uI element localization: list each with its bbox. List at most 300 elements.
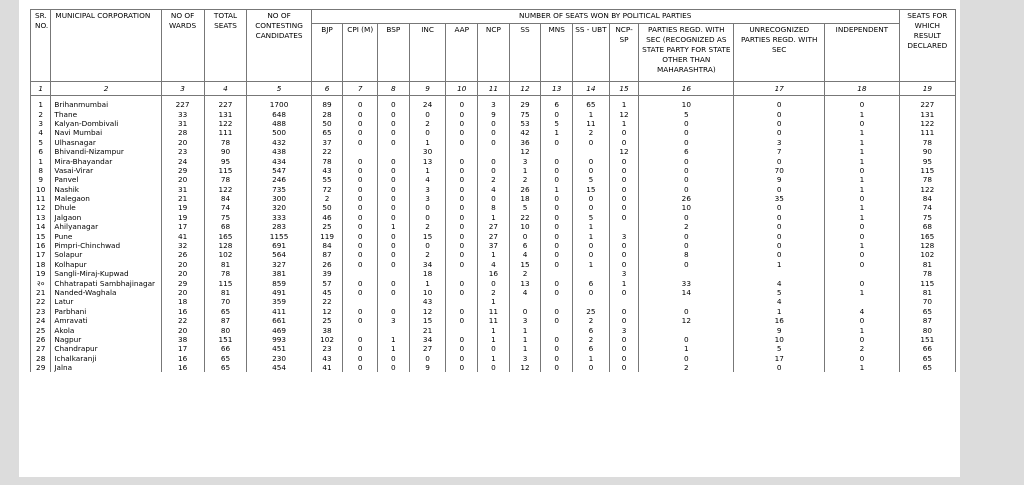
value-cell: 547: [247, 166, 311, 175]
value-cell: 0: [343, 278, 378, 287]
value-cell: 122: [899, 119, 955, 128]
value-cell: 1: [378, 344, 410, 353]
value-cell: 122: [204, 119, 247, 128]
value-cell: 4: [478, 260, 510, 269]
value-cell: 25: [573, 307, 610, 316]
table-row: [31, 297, 956, 306]
value-cell: 0: [541, 231, 573, 240]
header-party-mns: MNS: [541, 23, 573, 82]
value-cell: 18: [161, 297, 204, 306]
value-cell: 34: [409, 335, 446, 344]
value-cell: 6: [573, 344, 610, 353]
value-cell: 4: [734, 278, 825, 287]
value-cell: 1155: [247, 231, 311, 240]
value-cell: 0: [541, 156, 573, 165]
value-cell: 17: [161, 344, 204, 353]
value-cell: 0: [446, 138, 478, 147]
value-cell: 0: [446, 363, 478, 372]
value-cell: 0: [639, 156, 734, 165]
value-cell: 0: [734, 241, 825, 250]
column-index-cell: 5: [247, 82, 311, 96]
corporation-name-cell: Thane: [51, 109, 161, 118]
value-cell: 10: [639, 203, 734, 212]
sr-no-cell: 29: [31, 363, 51, 372]
value-cell: 43: [311, 166, 343, 175]
value-cell: 0: [639, 166, 734, 175]
table-row: [31, 231, 956, 240]
value-cell: 65: [899, 354, 955, 363]
sr-no-cell: 13: [31, 213, 51, 222]
value-cell: 3: [409, 194, 446, 203]
value-cell: [509, 297, 541, 306]
value-cell: 22: [311, 147, 343, 156]
value-cell: 2: [639, 363, 734, 372]
value-cell: [825, 297, 900, 306]
value-cell: 38: [311, 325, 343, 334]
corporation-name-cell: Malegaon: [51, 194, 161, 203]
value-cell: 0: [378, 100, 410, 109]
value-cell: [343, 269, 378, 278]
value-cell: 2: [409, 119, 446, 128]
value-cell: 131: [204, 109, 247, 118]
corporation-name-cell: Latur: [51, 297, 161, 306]
value-cell: 0: [446, 354, 478, 363]
table-row: [31, 222, 956, 231]
value-cell: 1: [478, 297, 510, 306]
header-party-cpi-m: CPI (M): [343, 23, 378, 82]
value-cell: 72: [311, 185, 343, 194]
header-party-bjp: BJP: [311, 23, 343, 82]
value-cell: 0: [573, 203, 610, 212]
value-cell: 1: [825, 138, 900, 147]
value-cell: 0: [734, 185, 825, 194]
value-cell: 4: [509, 250, 541, 259]
value-cell: 19: [161, 213, 204, 222]
column-index-cell: 16: [639, 82, 734, 96]
value-cell: 31: [161, 185, 204, 194]
value-cell: 70: [204, 297, 247, 306]
value-cell: 78: [204, 175, 247, 184]
sr-no-cell: 9: [31, 175, 51, 184]
header-party-independent: INDEPENDENT: [825, 23, 900, 82]
value-cell: 0: [541, 363, 573, 372]
column-index-cell: 17: [734, 82, 825, 96]
value-cell: 0: [378, 241, 410, 250]
value-cell: 111: [899, 128, 955, 137]
header-party-ncp-sp: NCP-SP: [609, 23, 639, 82]
value-cell: 90: [899, 147, 955, 156]
value-cell: 0: [446, 185, 478, 194]
value-cell: 0: [478, 194, 510, 203]
value-cell: [541, 325, 573, 334]
table-row: [31, 166, 956, 175]
value-cell: 1: [378, 222, 410, 231]
value-cell: 122: [899, 185, 955, 194]
value-cell: 735: [247, 185, 311, 194]
header-party-aap: AAP: [446, 23, 478, 82]
value-cell: [541, 269, 573, 278]
header-party-regd-other-state: PARTIES REGD. WITH SEC (RECOGNIZED AS STATE PARTY FOR STATE OTHER THAN MAHARASHTRA): [639, 23, 734, 82]
sr-no-cell: 1: [31, 100, 51, 109]
value-cell: 0: [609, 307, 639, 316]
value-cell: 0: [409, 241, 446, 250]
value-cell: 0: [343, 288, 378, 297]
value-cell: 0: [609, 354, 639, 363]
value-cell: 0: [409, 213, 446, 222]
value-cell: [639, 325, 734, 334]
value-cell: 102: [899, 250, 955, 259]
corporation-name-cell: Chhatrapati Sambhajinagar: [51, 278, 161, 287]
value-cell: 0: [541, 344, 573, 353]
value-cell: [478, 147, 510, 156]
value-cell: [573, 297, 610, 306]
value-cell: 46: [311, 213, 343, 222]
value-cell: 3: [509, 354, 541, 363]
value-cell: 16: [161, 307, 204, 316]
value-cell: 0: [446, 250, 478, 259]
corporation-name-cell: Jalgaon: [51, 213, 161, 222]
value-cell: 13: [509, 278, 541, 287]
value-cell: 1: [478, 335, 510, 344]
table-row: [31, 260, 956, 269]
value-cell: 0: [825, 250, 900, 259]
value-cell: 17: [734, 354, 825, 363]
value-cell: 0: [825, 335, 900, 344]
value-cell: 6: [541, 100, 573, 109]
value-cell: 1: [825, 147, 900, 156]
value-cell: 0: [446, 222, 478, 231]
value-cell: 165: [899, 231, 955, 240]
value-cell: [541, 297, 573, 306]
header-party-inc: INC: [409, 23, 446, 82]
column-index-cell: 18: [825, 82, 900, 96]
value-cell: 119: [311, 231, 343, 240]
column-index-cell: 19: [899, 82, 955, 96]
value-cell: 0: [573, 166, 610, 175]
table-row: [31, 363, 956, 372]
value-cell: 0: [639, 307, 734, 316]
value-cell: 0: [609, 138, 639, 147]
value-cell: 90: [204, 147, 247, 156]
value-cell: 11: [478, 307, 510, 316]
value-cell: 0: [734, 222, 825, 231]
value-cell: 0: [378, 363, 410, 372]
value-cell: 0: [478, 128, 510, 137]
value-cell: 1: [509, 335, 541, 344]
header-sr-no: SR. NO.: [31, 10, 51, 82]
value-cell: 65: [204, 363, 247, 372]
value-cell: 0: [378, 307, 410, 316]
value-cell: 20: [161, 260, 204, 269]
value-cell: 0: [541, 166, 573, 175]
value-cell: 7: [734, 147, 825, 156]
sr-no-cell: 27: [31, 344, 51, 353]
value-cell: 0: [446, 307, 478, 316]
value-cell: 87: [204, 316, 247, 325]
sr-no-cell: 4: [31, 128, 51, 137]
value-cell: 0: [378, 156, 410, 165]
value-cell: 8: [639, 250, 734, 259]
value-cell: 1: [825, 185, 900, 194]
value-cell: 11: [478, 316, 510, 325]
value-cell: [825, 269, 900, 278]
value-cell: 1: [478, 213, 510, 222]
value-cell: 0: [825, 260, 900, 269]
value-cell: 0: [378, 128, 410, 137]
column-index-cell: 13: [541, 82, 573, 96]
value-cell: 1: [573, 222, 610, 231]
sr-no-cell: 16: [31, 241, 51, 250]
value-cell: 3: [609, 231, 639, 240]
corporation-name-cell: Sangli-Miraj-Kupwad: [51, 269, 161, 278]
value-cell: 0: [478, 166, 510, 175]
value-cell: 6: [509, 241, 541, 250]
value-cell: 0: [573, 288, 610, 297]
value-cell: [573, 269, 610, 278]
value-cell: 95: [204, 156, 247, 165]
value-cell: 81: [204, 260, 247, 269]
value-cell: 1: [573, 354, 610, 363]
sr-no-cell: 11: [31, 194, 51, 203]
corporation-name-cell: Kolhapur: [51, 260, 161, 269]
value-cell: 15: [509, 260, 541, 269]
value-cell: 65: [204, 307, 247, 316]
value-cell: 0: [573, 194, 610, 203]
value-cell: 0: [639, 260, 734, 269]
value-cell: 18: [409, 269, 446, 278]
value-cell: 0: [343, 231, 378, 240]
value-cell: 20: [161, 288, 204, 297]
column-index-cell: 14: [573, 82, 610, 96]
table-row: [31, 307, 956, 316]
value-cell: 0: [639, 128, 734, 137]
table-row: [31, 250, 956, 259]
value-cell: 0: [343, 138, 378, 147]
value-cell: 0: [609, 363, 639, 372]
value-cell: 9: [409, 363, 446, 372]
value-cell: 68: [204, 222, 247, 231]
header-municipal-corporation: MUNICIPAL CORPORATION: [51, 10, 161, 82]
value-cell: 859: [247, 278, 311, 287]
value-cell: 39: [311, 269, 343, 278]
value-cell: 12: [311, 307, 343, 316]
value-cell: [446, 325, 478, 334]
sr-no-cell: 14: [31, 222, 51, 231]
sr-no-cell: 3: [31, 119, 51, 128]
value-cell: 29: [509, 100, 541, 109]
sr-no-cell: 5: [31, 138, 51, 147]
value-cell: 0: [446, 128, 478, 137]
value-cell: 1: [478, 250, 510, 259]
value-cell: 0: [446, 100, 478, 109]
value-cell: 5: [541, 119, 573, 128]
sr-no-cell: 12: [31, 203, 51, 212]
value-cell: 0: [825, 316, 900, 325]
value-cell: 13: [409, 156, 446, 165]
value-cell: 0: [478, 363, 510, 372]
value-cell: 3: [609, 325, 639, 334]
value-cell: 20: [161, 175, 204, 184]
value-cell: 1: [478, 325, 510, 334]
value-cell: 0: [343, 335, 378, 344]
value-cell: 4: [509, 288, 541, 297]
corporation-name-cell: Nashik: [51, 185, 161, 194]
value-cell: 0: [734, 109, 825, 118]
value-cell: 359: [247, 297, 311, 306]
sr-no-cell: २०: [31, 278, 51, 287]
value-cell: 33: [161, 109, 204, 118]
value-cell: 0: [343, 260, 378, 269]
value-cell: 84: [899, 194, 955, 203]
value-cell: 0: [573, 138, 610, 147]
value-cell: 78: [204, 138, 247, 147]
value-cell: 300: [247, 194, 311, 203]
corporation-name-cell: Bhivandi-Nizampur: [51, 147, 161, 156]
value-cell: 66: [204, 344, 247, 353]
value-cell: 27: [478, 231, 510, 240]
value-cell: 564: [247, 250, 311, 259]
value-cell: 0: [609, 316, 639, 325]
value-cell: 10: [409, 288, 446, 297]
value-cell: 128: [899, 241, 955, 250]
value-cell: 0: [446, 316, 478, 325]
value-cell: 993: [247, 335, 311, 344]
value-cell: 0: [825, 119, 900, 128]
value-cell: 1: [478, 354, 510, 363]
value-cell: 45: [311, 288, 343, 297]
value-cell: 0: [446, 335, 478, 344]
value-cell: 0: [609, 128, 639, 137]
value-cell: 37: [478, 241, 510, 250]
value-cell: 0: [446, 203, 478, 212]
header-party-bsp: BSP: [378, 23, 410, 82]
value-cell: 227: [161, 100, 204, 109]
value-cell: 19: [161, 203, 204, 212]
table-row: [31, 213, 956, 222]
sr-no-cell: 23: [31, 307, 51, 316]
value-cell: 0: [378, 175, 410, 184]
value-cell: 0: [446, 344, 478, 353]
value-cell: 24: [409, 100, 446, 109]
value-cell: 0: [343, 194, 378, 203]
value-cell: 115: [204, 166, 247, 175]
value-cell: 648: [247, 109, 311, 118]
value-cell: [343, 325, 378, 334]
value-cell: 0: [573, 363, 610, 372]
header-party-ss: SS: [509, 23, 541, 82]
value-cell: 0: [378, 278, 410, 287]
value-cell: 0: [343, 344, 378, 353]
value-cell: 0: [541, 222, 573, 231]
corporation-name-cell: Jalna: [51, 363, 161, 372]
value-cell: 0: [446, 231, 478, 240]
value-cell: 0: [409, 109, 446, 118]
value-cell: 84: [311, 241, 343, 250]
value-cell: 6: [573, 278, 610, 287]
value-cell: 9: [478, 109, 510, 118]
sr-no-cell: 1: [31, 156, 51, 165]
corporation-name-cell: Chandrapur: [51, 344, 161, 353]
corporation-name-cell: Vasai-Virar: [51, 166, 161, 175]
value-cell: 16: [478, 269, 510, 278]
table-row: [31, 278, 956, 287]
value-cell: 78: [311, 156, 343, 165]
table-row: [31, 325, 956, 334]
value-cell: 22: [161, 316, 204, 325]
table-row: [31, 119, 956, 128]
value-cell: [639, 297, 734, 306]
value-cell: 12: [609, 109, 639, 118]
column-index-cell: 11: [478, 82, 510, 96]
value-cell: 0: [446, 260, 478, 269]
value-cell: 0: [609, 344, 639, 353]
corporation-name-cell: Ichalkaranji: [51, 354, 161, 363]
column-index-cell: 12: [509, 82, 541, 96]
value-cell: 131: [899, 109, 955, 118]
value-cell: 12: [409, 307, 446, 316]
sr-no-cell: 28: [31, 354, 51, 363]
value-cell: 0: [541, 138, 573, 147]
corporation-name-cell: Navi Mumbai: [51, 128, 161, 137]
value-cell: 78: [899, 138, 955, 147]
value-cell: 0: [478, 138, 510, 147]
column-index-cell: 9: [409, 82, 446, 96]
value-cell: 20: [161, 269, 204, 278]
value-cell: 661: [247, 316, 311, 325]
value-cell: 0: [378, 119, 410, 128]
value-cell: 1: [573, 260, 610, 269]
value-cell: 17: [161, 222, 204, 231]
value-cell: 102: [311, 335, 343, 344]
sr-no-cell: 10: [31, 185, 51, 194]
value-cell: 2: [639, 222, 734, 231]
value-cell: 0: [343, 100, 378, 109]
value-cell: 411: [247, 307, 311, 316]
value-cell: 2: [573, 128, 610, 137]
column-index-cell: 6: [311, 82, 343, 96]
value-cell: 0: [734, 203, 825, 212]
value-cell: 9: [734, 175, 825, 184]
value-cell: 2: [825, 344, 900, 353]
value-cell: 65: [899, 363, 955, 372]
value-cell: 0: [734, 250, 825, 259]
value-cell: 25: [311, 316, 343, 325]
value-cell: [378, 297, 410, 306]
value-cell: 0: [541, 250, 573, 259]
value-cell: 165: [204, 231, 247, 240]
value-cell: 6: [639, 147, 734, 156]
corporation-name-cell: Nanded-Waghala: [51, 288, 161, 297]
value-cell: 0: [734, 128, 825, 137]
viewer-right-margin: [960, 0, 1024, 485]
value-cell: 35: [734, 194, 825, 203]
value-cell: 65: [573, 100, 610, 109]
value-cell: 26: [311, 260, 343, 269]
value-cell: 0: [609, 185, 639, 194]
value-cell: 0: [609, 288, 639, 297]
value-cell: 27: [478, 222, 510, 231]
value-cell: 2: [478, 175, 510, 184]
value-cell: 41: [161, 231, 204, 240]
value-cell: 246: [247, 175, 311, 184]
value-cell: 10: [509, 222, 541, 231]
value-cell: 0: [734, 156, 825, 165]
value-cell: 0: [343, 166, 378, 175]
value-cell: 1: [509, 344, 541, 353]
value-cell: 0: [541, 260, 573, 269]
value-cell: 6: [573, 325, 610, 334]
value-cell: 0: [609, 335, 639, 344]
